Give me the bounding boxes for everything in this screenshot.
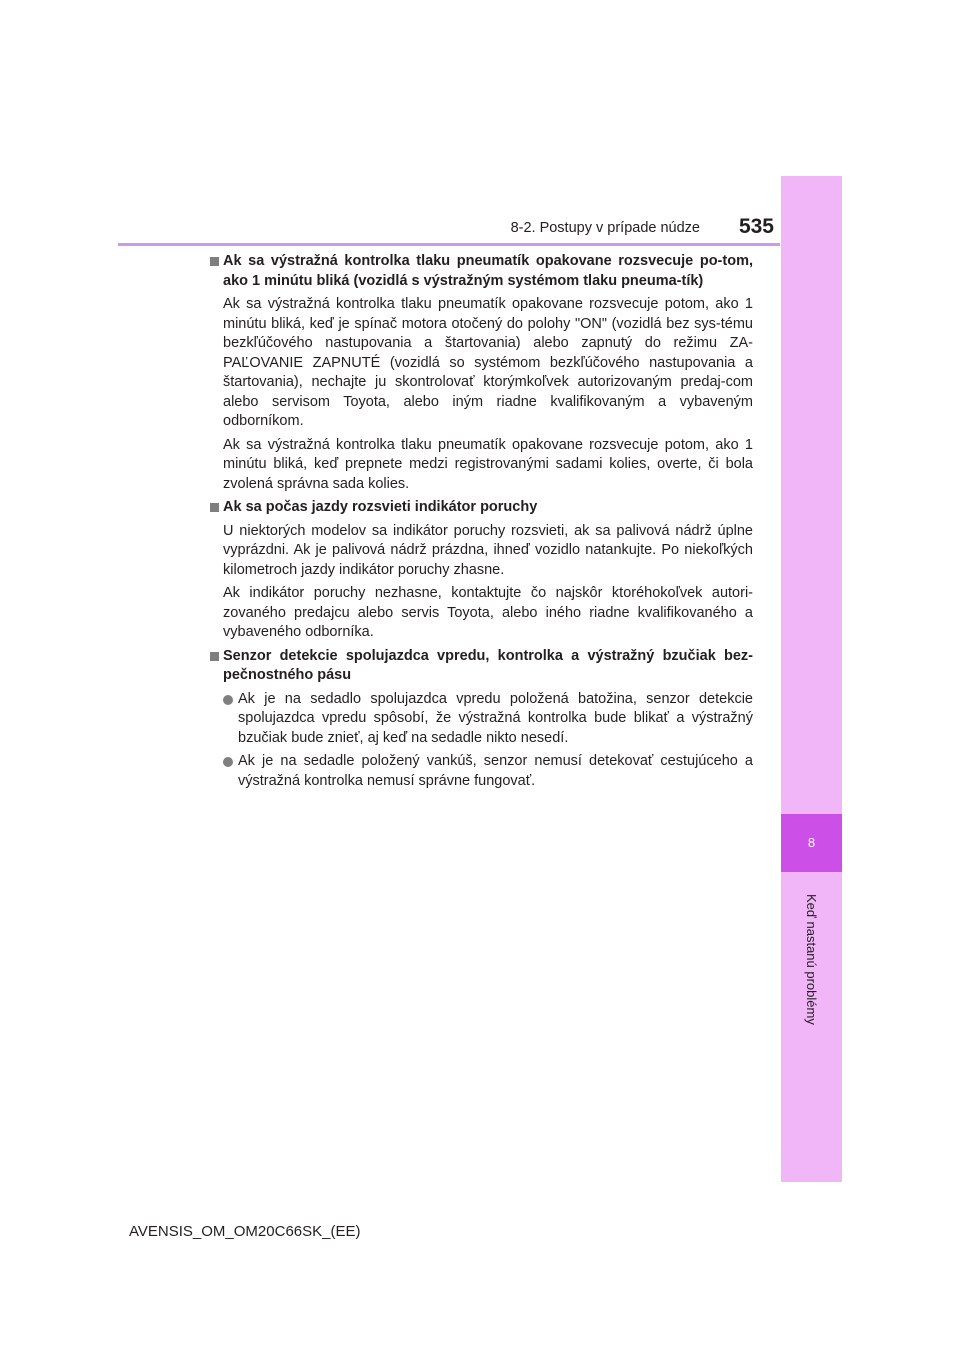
page-number: 535 (738, 215, 774, 238)
list-item-text: Ak je na sedadlo spolujazdca vpredu položená batožina, senzor detekcie spolujazdca vpredu spôsobí, že výstražná kontrolka bude blikať a výstražný bzučiak bude znieť, aj keď na sedadle nikto nesedí. (238, 690, 753, 746)
list-item (210, 752, 753, 791)
square-bullet-icon (210, 652, 219, 661)
square-bullet-icon (210, 503, 219, 512)
section-heading (210, 647, 753, 686)
body-paragraph: Ak indikátor poruchy nezhasne, kontaktujte čo najskôr ktoréhokoľvek autori-zovaného predajcu alebo servis Toyota, alebo iného riadne kvalifikovaného a vybaveného odborníka. (223, 585, 753, 640)
body-paragraph: Ak sa výstražná kontrolka tlaku pneumatík opakovane rozsvecuje potom, ako 1 minútu bliká, keď prepnete medzi registrovanými sadami kolies, overte, či bola zvolená správna sada kolies. (223, 436, 753, 492)
header-divider (118, 243, 780, 246)
section-heading-text: Ak sa počas jazdy rozsvieti indikátor poruchy (223, 499, 538, 515)
list-item (210, 690, 753, 749)
chapter-title: Keď nastanú problémy (804, 893, 819, 1025)
round-bullet-icon (223, 695, 233, 705)
square-bullet-icon (210, 257, 219, 266)
body-paragraph: U niektorých modelov sa indikátor poruchy rozsvieti, ak sa palivová nádrž úplne vyprázdni. Ak je palivová nádrž prázdna, ihneď vozidlo natankujte. Po niekoľkých kilometroch jazdy indikátor poruchy zhasne. (223, 522, 753, 578)
document-footer: AVENSIS_OM_OM20C66SK_(EE) (129, 1223, 361, 1240)
body-paragraph: Ak sa výstražná kontrolka tlaku pneumatík opakovane rozsvecuje potom, ako 1 minútu bliká, keď je spínač motora otočený do polohy "ON" (vozidlá bez sys-tému bezkľúčového nastupovania a štartovania) alebo zapnutý do režimu ZA-PAĽOVANIE ZAPNUTÉ (vozidlá so systémom bezkľúčového nastupovania a štartovania), nechajte ju skontrolovať ktorýmkoľvek autorizovaným predaj-com alebo servisom Toyota, alebo iným riadne kvalifikovaným a vybaveným odborníkom. (223, 296, 753, 429)
section-heading (210, 498, 753, 518)
page-content (210, 252, 753, 795)
chapter-title-tab (781, 884, 842, 1034)
section-title: 8-2. Postupy v prípade núdze (510, 220, 700, 236)
section-heading-text: Senzor detekcie spolujazdca vpredu, kontrolka a výstražný bzučiak bez-pečnostného pásu (223, 647, 753, 683)
list-item-text: Ak je na sedadle položený vankúš, senzor nemusí detekovať cestujúceho a výstražná kontrolka nemusí správne fungovať. (238, 753, 753, 789)
section-heading (210, 252, 753, 291)
round-bullet-icon (223, 757, 233, 767)
chapter-number: 8 (781, 814, 842, 872)
section-heading-text: Ak sa výstražná kontrolka tlaku pneumatík opakovane rozsvecuje po-tom, ako 1 minútu bliká (vozidlá s výstražným systémom tlaku pneuma-tík) (223, 253, 753, 289)
